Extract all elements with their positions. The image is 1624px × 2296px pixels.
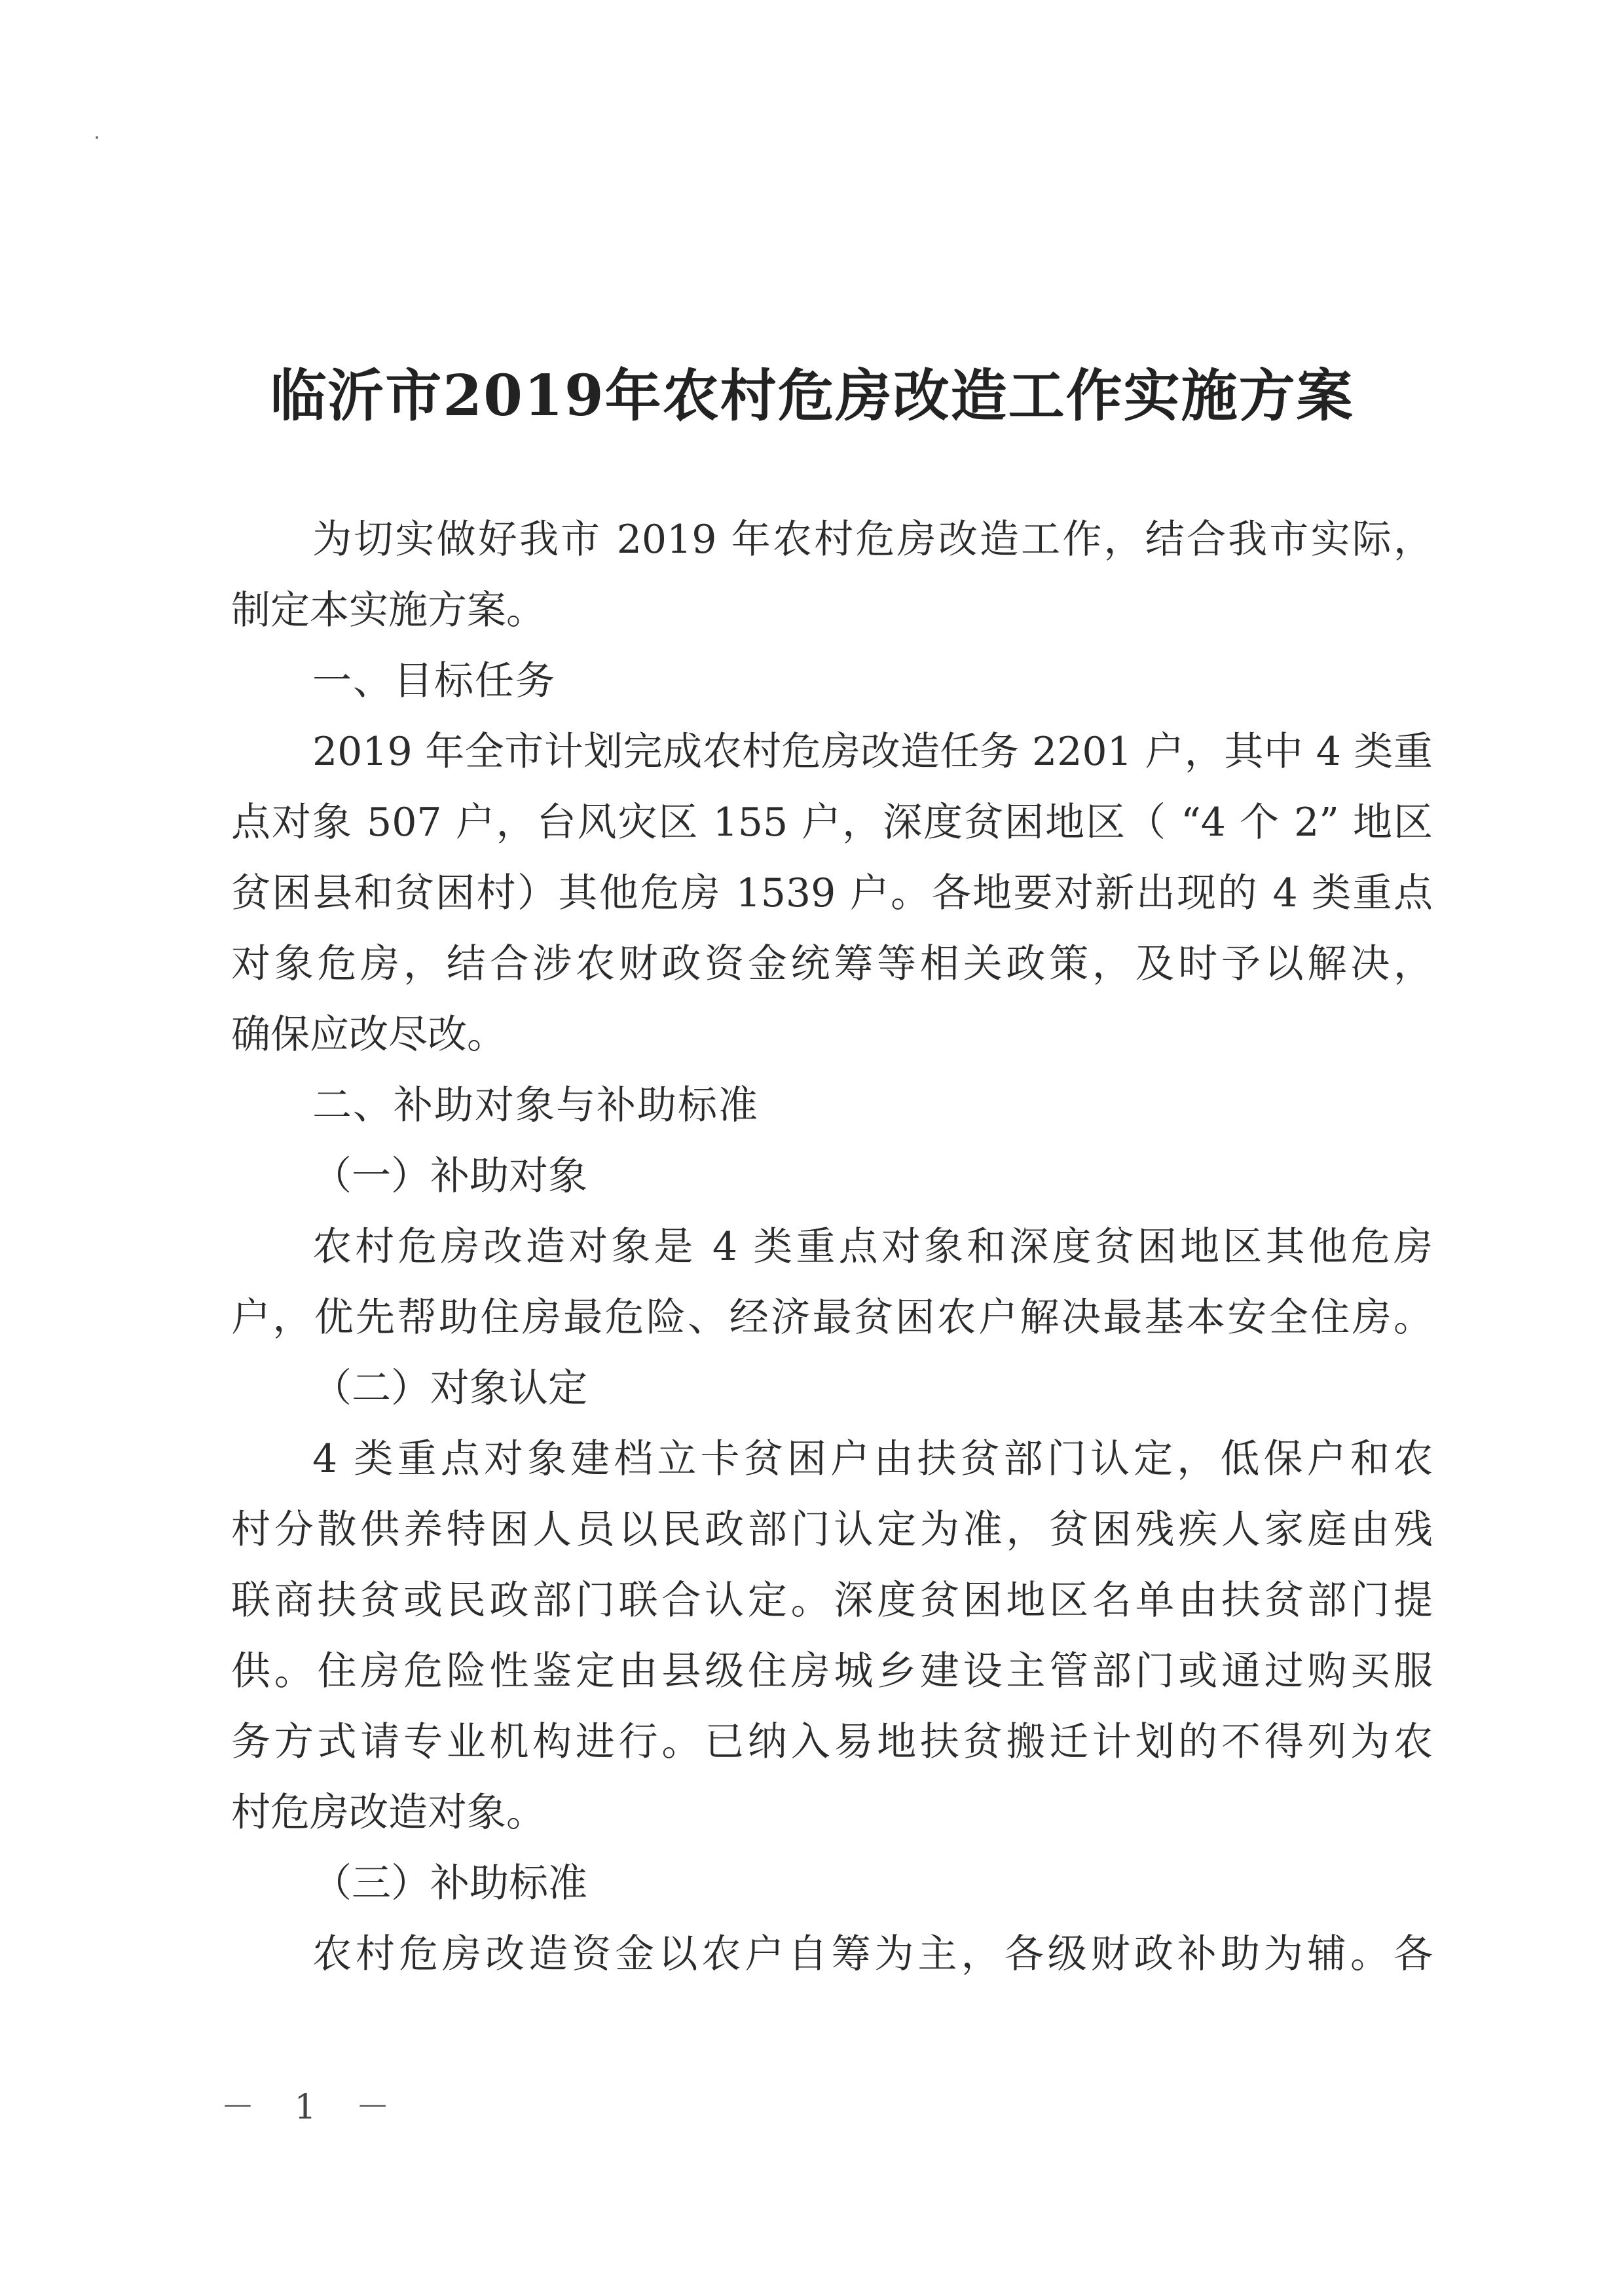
paragraph-line: 制定本实施方案。 (231, 587, 545, 633)
document-title: 临沂市2019年农村危房改造工作实施方案 (270, 363, 1354, 429)
scan-speck (96, 136, 98, 139)
section-heading: 一、目标任务 (312, 658, 556, 704)
paragraph-line: 农村危房改造对象是 4 类重点对象和深度贫困地区其他危房 (312, 1224, 1433, 1270)
subsection-heading: （三）补助标准 (312, 1861, 587, 1906)
paragraph-line: 点对象 507 户，台风灾区 155 户，深度贫困地区（ “4 个 2” 地区 (231, 800, 1433, 845)
paragraph-line: 务方式请专业机构进行。已纳入易地扶贫搬迁计划的不得列为农 (231, 1719, 1433, 1765)
paragraph-line: 确保应改尽改。 (231, 1012, 506, 1058)
paragraph-line: 联商扶贫或民政部门联合认定。深度贫困地区名单由扶贫部门提 (231, 1578, 1433, 1623)
paragraph-line: 农村危房改造资金以农户自筹为主，各级财政补助为辅。各 (312, 1931, 1433, 1977)
subsection-heading: （一）补助对象 (312, 1153, 587, 1199)
paragraph-line: 村危房改造对象。 (231, 1790, 545, 1836)
paragraph-line: 供。住房危险性鉴定由县级住房城乡建设主管部门或通过购买服 (231, 1648, 1433, 1694)
paragraph-line: 贫困县和贫困村）其他危房 1539 户。各地要对新出现的 4 类重点 (231, 870, 1433, 916)
document-body (231, 504, 1433, 1990)
subsection-heading: （二）对象认定 (312, 1365, 587, 1411)
paragraph-line: 村分散供养特困人员以民政部门认定为准，贫困残疾人家庭由残 (231, 1507, 1433, 1553)
section-heading: 二、补助对象与补助标准 (312, 1083, 759, 1128)
page-number: － 1 － (221, 2088, 405, 2127)
paragraph-line: 户，优先帮助住房最危险、经济最贫困农户解决最基本安全住房。 (231, 1295, 1433, 1341)
paragraph-line: 对象危房，结合涉农财政资金统筹等相关政策，及时予以解决， (231, 941, 1433, 987)
paragraph-line: 为切实做好我市 2019 年农村危房改造工作，结合我市实际， (312, 517, 1433, 563)
paragraph-line: 4 类重点对象建档立卡贫困户由扶贫部门认定，低保户和农 (312, 1436, 1433, 1482)
paragraph-line: 2019 年全市计划完成农村危房改造任务 2201 户，其中 4 类重 (312, 729, 1433, 775)
